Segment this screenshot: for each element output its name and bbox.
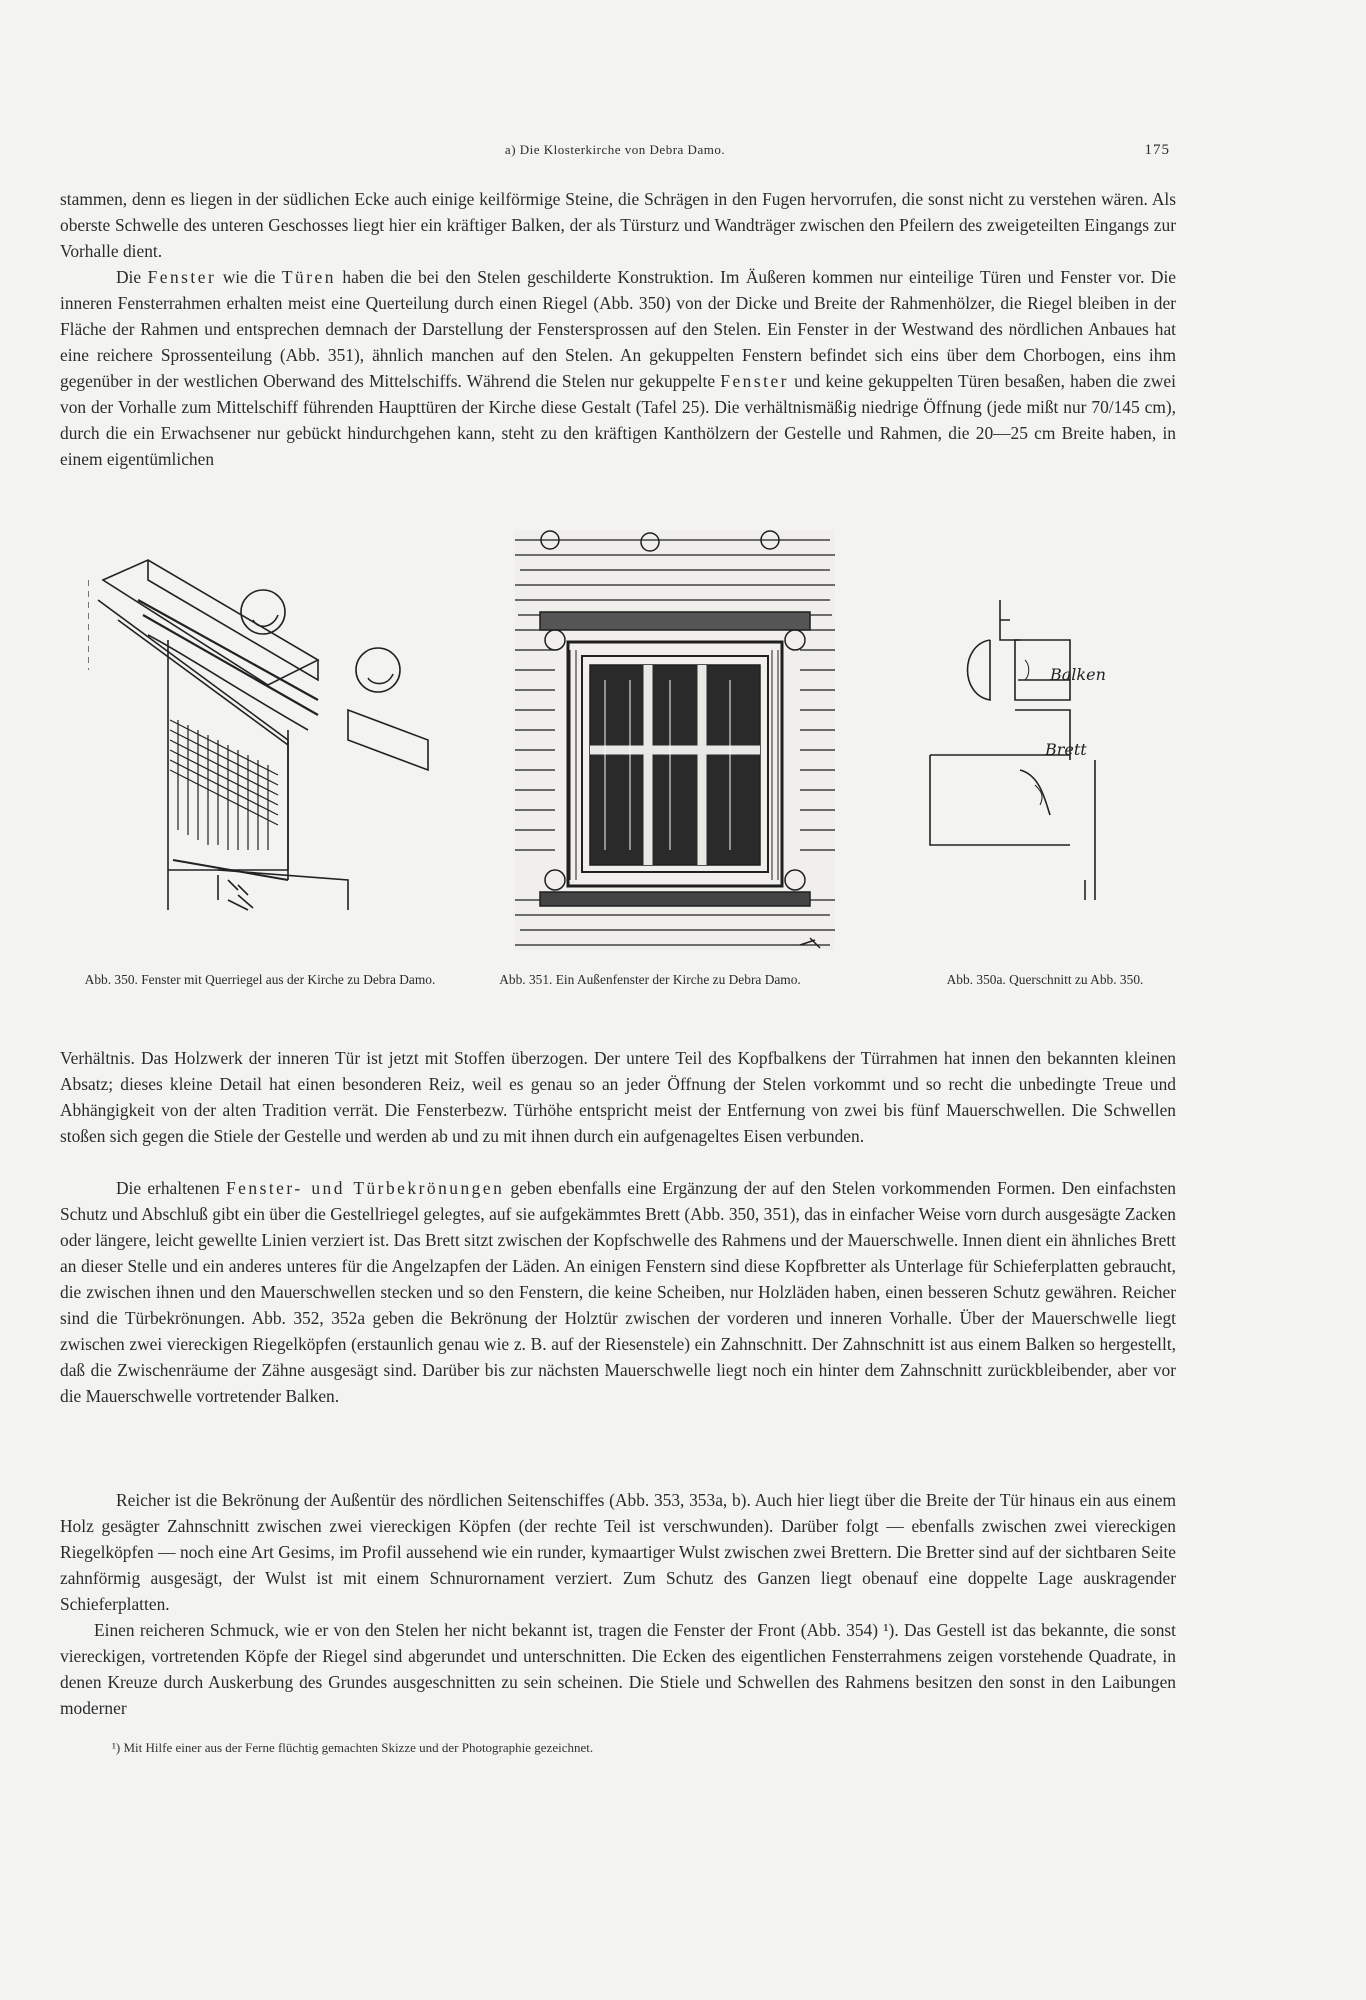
figure-350a-drawing — [920, 600, 1150, 900]
paragraph-5: Reicher ist die Bekrönung der Außentür des nördlichen Seitenschiffes (Abb. 353, 353a, b). Auch hier liegt über die Breite der Tür hinaus ein aus einem Holz gesägter Zahnschnitt zwischen zwei viereckigen Köpfen (der rechte Teil ist verschwunden). Darüber folgt — ebenfalls zwischen zwei viereckigen Riegelköpfen — noch eine Art Gesims, im Profil aussehend wie ein runder, kymaartiger Wulst zwischen zwei Brettern. Die Bretter sind auf der sichtbaren Seite zahnförmig ausgesägt, der Wulst ist mit einem Schnurornament verziert. Zum Schutz des Ganzen liegt obenauf eine doppelte Lage auskragender Schieferplatten. — [60, 1490, 1176, 1614]
label-brett: Brett — [1045, 740, 1087, 759]
caption-fig-350a: Abb. 350a. Querschnitt zu Abb. 350. — [946, 972, 1144, 987]
paragraph-6: Einen reicheren Schmuck, wie er von den Stelen her nicht bekannt ist, tragen die Fenster der Front (Abb. 354) ¹). Das Gestell ist das bekannte, die sonst viereckigen, vortretenden Köpfe der Riegel sind abgerundet und unterschnitten. Die Ecken des eigentlichen Fensterrahmens zeigen vorstehende Quadrate, in denen Kreuze durch Auskerbung des Grundes ausgeschnitten zu sein scheinen. Die Stiele und Schwellen des Rahmens besitzen den sonst in den Laibungen moderner — [60, 1620, 1176, 1718]
paragraph-3: Verhältnis. Das Holzwerk der inneren Tür ist jetzt mit Stoffen überzogen. Der untere Teil des Kopfbalkens der Türrahmen hat innen den bekannten kleinen Absatz; dieses kleine Detail hat einen besonderen Reiz, weil es genau so an jeder Öffnung der Stelen vorkommt und so recht die unbedingte Treue und Abhängigkeit von der alten Tradition verrät. Die Fensterbezw. Türhöhe entspricht meist der Entfernung von zwei bis fünf Mauerschwellen. Die Schwellen stoßen sich gegen die Stiele der Gestelle und werden ab und zu mit ihnen durch ein aufgenageltes Eisen verbunden. — [60, 1048, 1176, 1146]
label-balken: Balken — [1050, 665, 1106, 684]
figure-350-drawing — [88, 540, 433, 920]
page-header — [60, 142, 1170, 164]
spaced-term-bekroenungen: Fenster- und Türbekrönungen — [226, 1178, 505, 1198]
spaced-term-fenster-2: Fenster — [720, 371, 789, 391]
caption-fig-350: Abb. 350. Fenster mit Querriegel aus der Kirche zu Debra Damo. — [84, 972, 436, 987]
spaced-term-tueren: Türen — [281, 267, 336, 287]
paragraph-4: Die erhaltenen Fenster- und Türbekrönungen geben ebenfalls eine Ergänzung der auf den Stelen vorkommenden Formen. Den einfachsten Schutz und Abschluß gibt ein über die Gestellriegel gelegtes, auf sie aufgekämmtes Brett (Abb. 350, 351), das in einfacher Weise vorn durch ausgesägte Zacken oder längere, leicht gewellte Linien verziert ist. Das Brett sitzt zwischen der Kopfschwelle des Rahmens und der Mauerschwelle. Innen dient ein ähnliches Brett an dieser Stelle und ein anderes unteres für die Angelzapfen der Läden. An einigen Fenstern sind diese Kopfbretter als Unterlage für Schieferplatten gebraucht, die zwischen ihnen und den Mauerschwellen stecken und so den Fenstern, die keine Scheiben, nur Holzläden haben, einen besseren Schutz gewähren. Reicher sind die Türbekrönungen. Abb. 352, 352a geben die Bekrönung der Holztür zwischen der vorderen und inneren Vorhalle. Über der Mauerschwelle liegt zwischen zwei viereckigen Riegelköpfen (erstaunlich genau wie z. B. auf der Riesenstele) ein Zahnschnitt. Der Zahnschnitt ist aus einem Balken so hergestellt, daß die Zwischenräume der Zähne ausgesägt sind. Darüber bis zur nächsten Mauerschwelle liegt noch ein hinter dem Zahnschnitt zurückbleibender, aber vor die Mauerschwelle vortretender Balken. — [60, 1178, 1176, 1406]
page-number: 175 — [1144, 142, 1170, 158]
caption-fig-351: Abb. 351. Ein Außenfenster der Kirche zu Debra Damo. — [499, 972, 801, 987]
paragraph-2: Die Fenster wie die Türen haben die bei den Stelen geschilderte Konstruktion. Im Äußeren kommen nur einteilige Türen und Fenster vor. Die inneren Fensterrahmen erhalten meist eine Querteilung durch einen Riegel (Abb. 350) von der Dicke und Breite der Rahmenhölzer, die Riegel bleiben in der Fläche der Rahmen und entsprechen demnach der Darstellung der Fenstersprossen auf den Stelen. Ein Fenster in der Westwand des nördlichen Anbaues hat eine reichere Sprossenteilung (Abb. 351), ähnlich manchen auf den Stelen. An gekuppelten Fenstern befindet sich eins über dem Chorbogen, eins ihm gegenüber in der westlichen Oberwand des Mittelschiffs. Während die Stelen nur gekuppelte Fenster und keine gekuppelten Türen besaßen, haben die zwei von der Vorhalle zum Mittelschiff führenden Haupttüren der Kirche diese Gestalt (Tafel 25). Die verhältnismäßig niedrige Öffnung (jede mißt nur 70/145 cm), durch die ein Erwachsener nur gebückt hindurchgehen kann, steht zu den kräftigen Kanthölzern der Gestelle und Rahmen, die 20—25 cm Breite haben, in einem eigentümlichen — [60, 267, 1177, 469]
paragraph-1: stammen, denn es liegen in der südlichen Ecke auch einige keilförmige Steine, die Schrägen in den Fugen hervorrufen, die sonst nicht zu verstehen wären. Als oberste Schwelle des unteren Geschosses liegt hier ein kräftiger Balken, der als Türsturz und Wandträger zwischen den Pfeilern des zweigeteilten Eingangs zur Vorhalle dient. — [60, 189, 1176, 261]
running-title: a) Die Klosterkirche von Debra Damo. — [504, 142, 726, 157]
figure-351-drawing — [510, 520, 840, 960]
spaced-term-fenster: Fenster — [147, 267, 217, 287]
footnote: ¹) Mit Hilfe einer aus der Ferne flüchtig gemachten Skizze und der Photographie gezeichnet. — [112, 1740, 594, 1755]
